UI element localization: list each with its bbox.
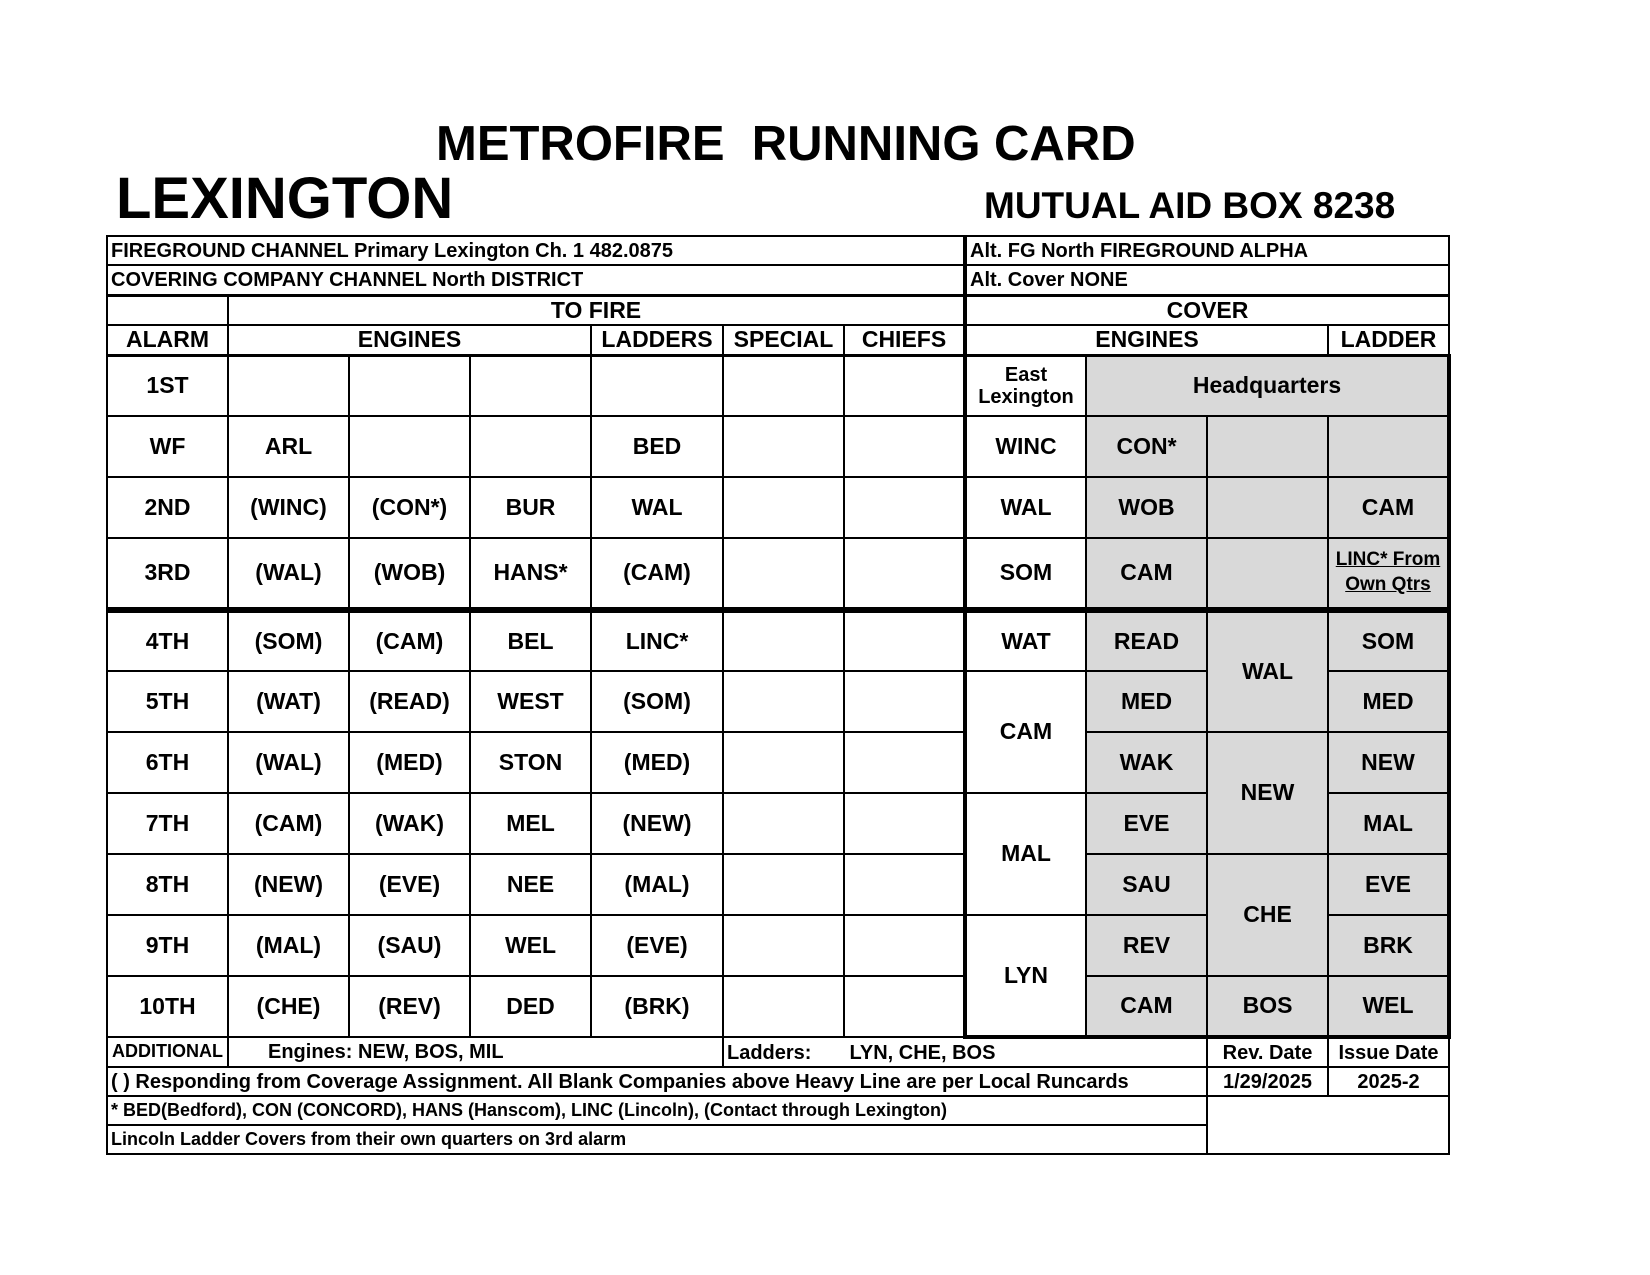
special-cell bbox=[723, 976, 844, 1037]
engine-cell: (EVE) bbox=[349, 854, 470, 915]
ladder-cell: (EVE) bbox=[591, 915, 723, 976]
special-cell bbox=[723, 793, 844, 854]
cover-engine-cell: WOB bbox=[1086, 477, 1207, 538]
cover-ladder-note-line2: Own Qtrs bbox=[1345, 574, 1431, 595]
cover-engine-cell: CAM bbox=[1086, 538, 1207, 610]
engine-cell: (WINC) bbox=[228, 477, 349, 538]
special-cell bbox=[723, 416, 844, 477]
page-title: METROFIRE RUNNING CARD bbox=[436, 117, 1136, 171]
chiefs-cell bbox=[844, 416, 965, 477]
special-header: SPECIAL bbox=[723, 325, 844, 355]
cover-engine-cell: MAL bbox=[965, 793, 1086, 915]
special-cell bbox=[723, 355, 844, 416]
engine-cell: (SOM) bbox=[228, 610, 349, 671]
cover-engine-cell: REV bbox=[1086, 915, 1207, 976]
special-cell bbox=[723, 610, 844, 671]
cover-engine-cell: WAL bbox=[1207, 610, 1328, 732]
engine-cell bbox=[470, 355, 591, 416]
alarm-cell: 1ST bbox=[107, 355, 228, 416]
chiefs-cell bbox=[844, 610, 965, 671]
alarm-cell: 2ND bbox=[107, 477, 228, 538]
ladder-cell bbox=[591, 355, 723, 416]
engine-cell: BEL bbox=[470, 610, 591, 671]
alarm-cell: 5TH bbox=[107, 671, 228, 732]
alarm-cell: 3RD bbox=[107, 538, 228, 610]
cover-headquarters: Headquarters bbox=[1086, 355, 1449, 416]
engine-cell: WEL bbox=[470, 915, 591, 976]
alarm-cell: 9TH bbox=[107, 915, 228, 976]
lincoln-note: Lincoln Ladder Covers from their own quarters on 3rd alarm bbox=[107, 1125, 1207, 1154]
cover-engine-cell: WAK bbox=[1086, 732, 1207, 793]
cover-ladder-cell: SOM bbox=[1328, 610, 1449, 671]
special-cell bbox=[723, 671, 844, 732]
abbreviation-note: * BED(Bedford), CON (CONCORD), HANS (Hanscom), LINC (Lincoln), (Contact through Lexington) bbox=[107, 1096, 1207, 1125]
engine-cell: (CAM) bbox=[228, 793, 349, 854]
engine-cell: (REV) bbox=[349, 976, 470, 1037]
alarm-cell: 10TH bbox=[107, 976, 228, 1037]
special-cell bbox=[723, 732, 844, 793]
engine-cell: DED bbox=[470, 976, 591, 1037]
special-cell bbox=[723, 477, 844, 538]
cover-engine-cell: NEW bbox=[1207, 732, 1328, 854]
additional-ladders-value: LYN, CHE, BOS bbox=[849, 1041, 996, 1064]
cover-engine-cell: CHE bbox=[1207, 854, 1328, 976]
ladder-cell: (BRK) bbox=[591, 976, 723, 1037]
additional-ladders bbox=[723, 1037, 1207, 1067]
engine-cell: (NEW) bbox=[228, 854, 349, 915]
ladder-cell: (MED) bbox=[591, 732, 723, 793]
special-cell bbox=[723, 854, 844, 915]
cover-ladder-cell: NEW bbox=[1328, 732, 1449, 793]
cover-engine-cell: LYN bbox=[965, 915, 1086, 1037]
ladder-cell: (CAM) bbox=[591, 538, 723, 610]
cover-engine-cell: WAL bbox=[965, 477, 1086, 538]
engine-cell bbox=[349, 416, 470, 477]
engine-cell: WEST bbox=[470, 671, 591, 732]
special-cell bbox=[723, 538, 844, 610]
cover-engine-cell bbox=[1207, 538, 1328, 610]
engine-cell: ARL bbox=[228, 416, 349, 477]
chiefs-cell bbox=[844, 538, 965, 610]
ladder-cell: (SOM) bbox=[591, 671, 723, 732]
cover-engine-cell: SOM bbox=[965, 538, 1086, 610]
chiefs-cell bbox=[844, 915, 965, 976]
cover-engine-cell: SAU bbox=[1086, 854, 1207, 915]
cover-header: COVER bbox=[965, 295, 1449, 325]
issue-date-label: Issue Date bbox=[1328, 1037, 1449, 1067]
engine-cell: MEL bbox=[470, 793, 591, 854]
engine-cell: HANS* bbox=[470, 538, 591, 610]
blank-header-cell bbox=[107, 295, 228, 325]
cover-engine-cell: EVE bbox=[1086, 793, 1207, 854]
cover-engine-cell: WAT bbox=[965, 610, 1086, 671]
additional-engines-label: Engines: bbox=[268, 1041, 353, 1063]
engine-cell: (WAL) bbox=[228, 732, 349, 793]
engine-cell: (CAM) bbox=[349, 610, 470, 671]
chiefs-cell bbox=[844, 854, 965, 915]
engine-cell: (WOB) bbox=[349, 538, 470, 610]
additional-ladders-label: Ladders: bbox=[727, 1041, 812, 1064]
town-name: LEXINGTON bbox=[116, 166, 454, 231]
cover-engine-cell: CAM bbox=[1086, 976, 1207, 1037]
engine-cell bbox=[228, 355, 349, 416]
chiefs-cell bbox=[844, 355, 965, 416]
cover-engine-cell: BOS bbox=[1207, 976, 1328, 1037]
coverage-note: ( ) Responding from Coverage Assignment. All Blank Companies above Heavy Line are per Local Runcards bbox=[107, 1067, 1207, 1096]
chiefs-cell bbox=[844, 477, 965, 538]
ladder-cell: BED bbox=[591, 416, 723, 477]
cover-ladder-cell: BRK bbox=[1328, 915, 1449, 976]
cover-ladder-note-line1: LINC* From bbox=[1335, 549, 1441, 571]
engine-cell: BUR bbox=[470, 477, 591, 538]
cover-ladder-cell: EVE bbox=[1328, 854, 1449, 915]
cover-ladder-cell: MED bbox=[1328, 671, 1449, 732]
cover-engine-cell bbox=[1207, 416, 1328, 477]
engine-cell: (WAT) bbox=[228, 671, 349, 732]
alt-fireground: Alt. FG North FIREGROUND ALPHA bbox=[965, 236, 1449, 265]
engine-cell: (MED) bbox=[349, 732, 470, 793]
engine-cell: (READ) bbox=[349, 671, 470, 732]
cover-east-lexington: East Lexington bbox=[965, 355, 1086, 416]
cover-engine-cell: WINC bbox=[965, 416, 1086, 477]
cover-engine-cell: CAM bbox=[965, 671, 1086, 793]
running-card-table bbox=[106, 235, 1451, 1155]
additional-label: ADDITIONAL bbox=[107, 1037, 228, 1067]
cover-engine-cell: CON* bbox=[1086, 416, 1207, 477]
alt-cover: Alt. Cover NONE bbox=[965, 265, 1449, 295]
cover-engines-header: ENGINES bbox=[965, 325, 1328, 355]
box-number: MUTUAL AID BOX 8238 bbox=[984, 185, 1396, 226]
ladder-cell: WAL bbox=[591, 477, 723, 538]
rev-date-value: 1/29/2025 bbox=[1207, 1067, 1328, 1096]
alarm-cell: 7TH bbox=[107, 793, 228, 854]
additional-engines-value: NEW, BOS, MIL bbox=[358, 1041, 504, 1063]
chiefs-cell bbox=[844, 732, 965, 793]
issue-date-value: 2025-2 bbox=[1328, 1067, 1449, 1096]
engine-cell bbox=[349, 355, 470, 416]
cover-ladder-cell bbox=[1328, 416, 1449, 477]
engine-cell: STON bbox=[470, 732, 591, 793]
cover-engine-cell: MED bbox=[1086, 671, 1207, 732]
cover-ladder-cell bbox=[1328, 538, 1449, 610]
alarm-cell: 8TH bbox=[107, 854, 228, 915]
ladders-header: LADDERS bbox=[591, 325, 723, 355]
chiefs-cell bbox=[844, 793, 965, 854]
covering-channel: COVERING COMPANY CHANNEL North DISTRICT bbox=[107, 265, 965, 295]
blank-footer-cell bbox=[1207, 1096, 1449, 1154]
engine-cell: (SAU) bbox=[349, 915, 470, 976]
fireground-channel: FIREGROUND CHANNEL Primary Lexington Ch. 1 482.0875 bbox=[107, 236, 965, 265]
engine-cell bbox=[470, 416, 591, 477]
chiefs-cell bbox=[844, 976, 965, 1037]
engine-cell: (MAL) bbox=[228, 915, 349, 976]
chiefs-header: CHIEFS bbox=[844, 325, 965, 355]
special-cell bbox=[723, 915, 844, 976]
ladder-cell: (NEW) bbox=[591, 793, 723, 854]
ladder-cell: LINC* bbox=[591, 610, 723, 671]
additional-engines bbox=[228, 1037, 723, 1067]
cover-ladder-cell: CAM bbox=[1328, 477, 1449, 538]
ladder-cell: (MAL) bbox=[591, 854, 723, 915]
cover-engine-cell bbox=[1207, 477, 1328, 538]
rev-date-label: Rev. Date bbox=[1207, 1037, 1328, 1067]
engine-cell: NEE bbox=[470, 854, 591, 915]
alarm-cell: 4TH bbox=[107, 610, 228, 671]
cover-ladder-cell: WEL bbox=[1328, 976, 1449, 1037]
alarm-cell: 6TH bbox=[107, 732, 228, 793]
engine-cell: (CHE) bbox=[228, 976, 349, 1037]
engine-cell: (WAK) bbox=[349, 793, 470, 854]
engine-cell: (WAL) bbox=[228, 538, 349, 610]
alarm-cell: WF bbox=[107, 416, 228, 477]
engine-cell: (CON*) bbox=[349, 477, 470, 538]
cover-ladder-cell: MAL bbox=[1328, 793, 1449, 854]
cover-engine-cell: READ bbox=[1086, 610, 1207, 671]
to-fire-header: TO FIRE bbox=[228, 295, 965, 325]
chiefs-cell bbox=[844, 671, 965, 732]
engines-header: ENGINES bbox=[228, 325, 591, 355]
alarm-header: ALARM bbox=[107, 325, 228, 355]
cover-ladder-header: LADDER bbox=[1328, 325, 1449, 355]
